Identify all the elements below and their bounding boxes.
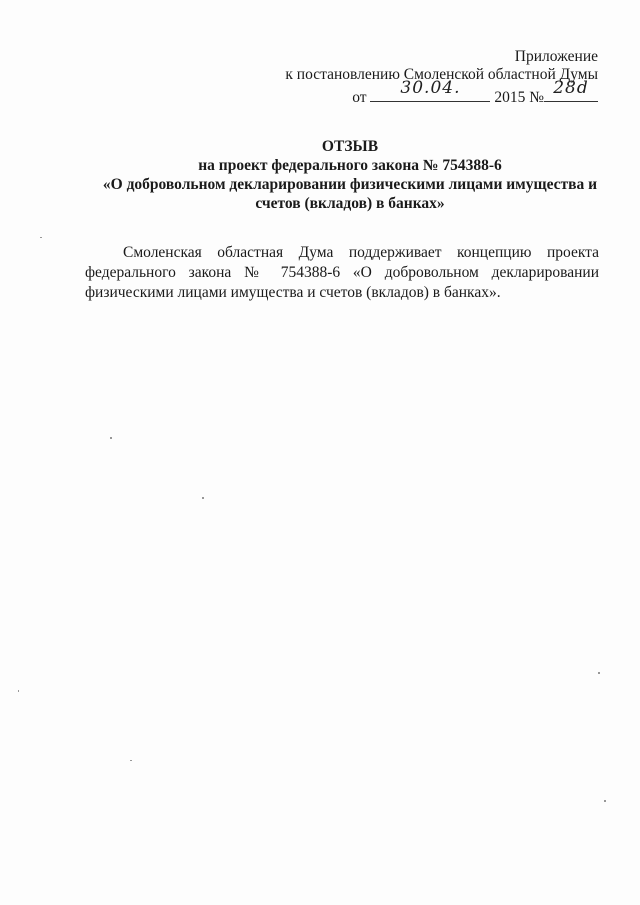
appendix-label: Приложение [514, 48, 598, 65]
handwritten-date: 30.04. [400, 78, 461, 98]
document-title [60, 137, 640, 213]
date-prefix: от [352, 89, 367, 106]
scan-speck [604, 800, 606, 802]
date-field [370, 78, 490, 102]
scan-speck [18, 690, 19, 692]
scan-speck [110, 437, 112, 439]
body-paragraph: Смоленская областная Дума поддерживает концепцию проекта федерального закона № 754388-6 «О добровольном декларировании физическими лицами имущества и счетов (вкладов) в банках». [85, 244, 599, 301]
title-line-3: счетов (вкладов) в банках» [255, 195, 445, 212]
scan-speck [598, 672, 600, 674]
title-line-2: «О добровольном декларировании физическими лицами имущества и [102, 176, 598, 193]
scan-speck [202, 497, 204, 499]
scan-speck [40, 237, 42, 238]
resolution-reference: к постановлению Смоленской областной Думы [285, 66, 598, 83]
handwritten-number: 28d [553, 78, 589, 98]
appendix-block [285, 48, 598, 107]
year-number-label: 2015 № [494, 89, 544, 106]
date-number-line [285, 78, 598, 107]
scan-speck [130, 760, 132, 761]
number-field [544, 78, 598, 102]
title-line-1: на проект федерального закона № 754388-6 [198, 157, 502, 174]
title-heading: ОТЗЫВ [321, 138, 379, 155]
